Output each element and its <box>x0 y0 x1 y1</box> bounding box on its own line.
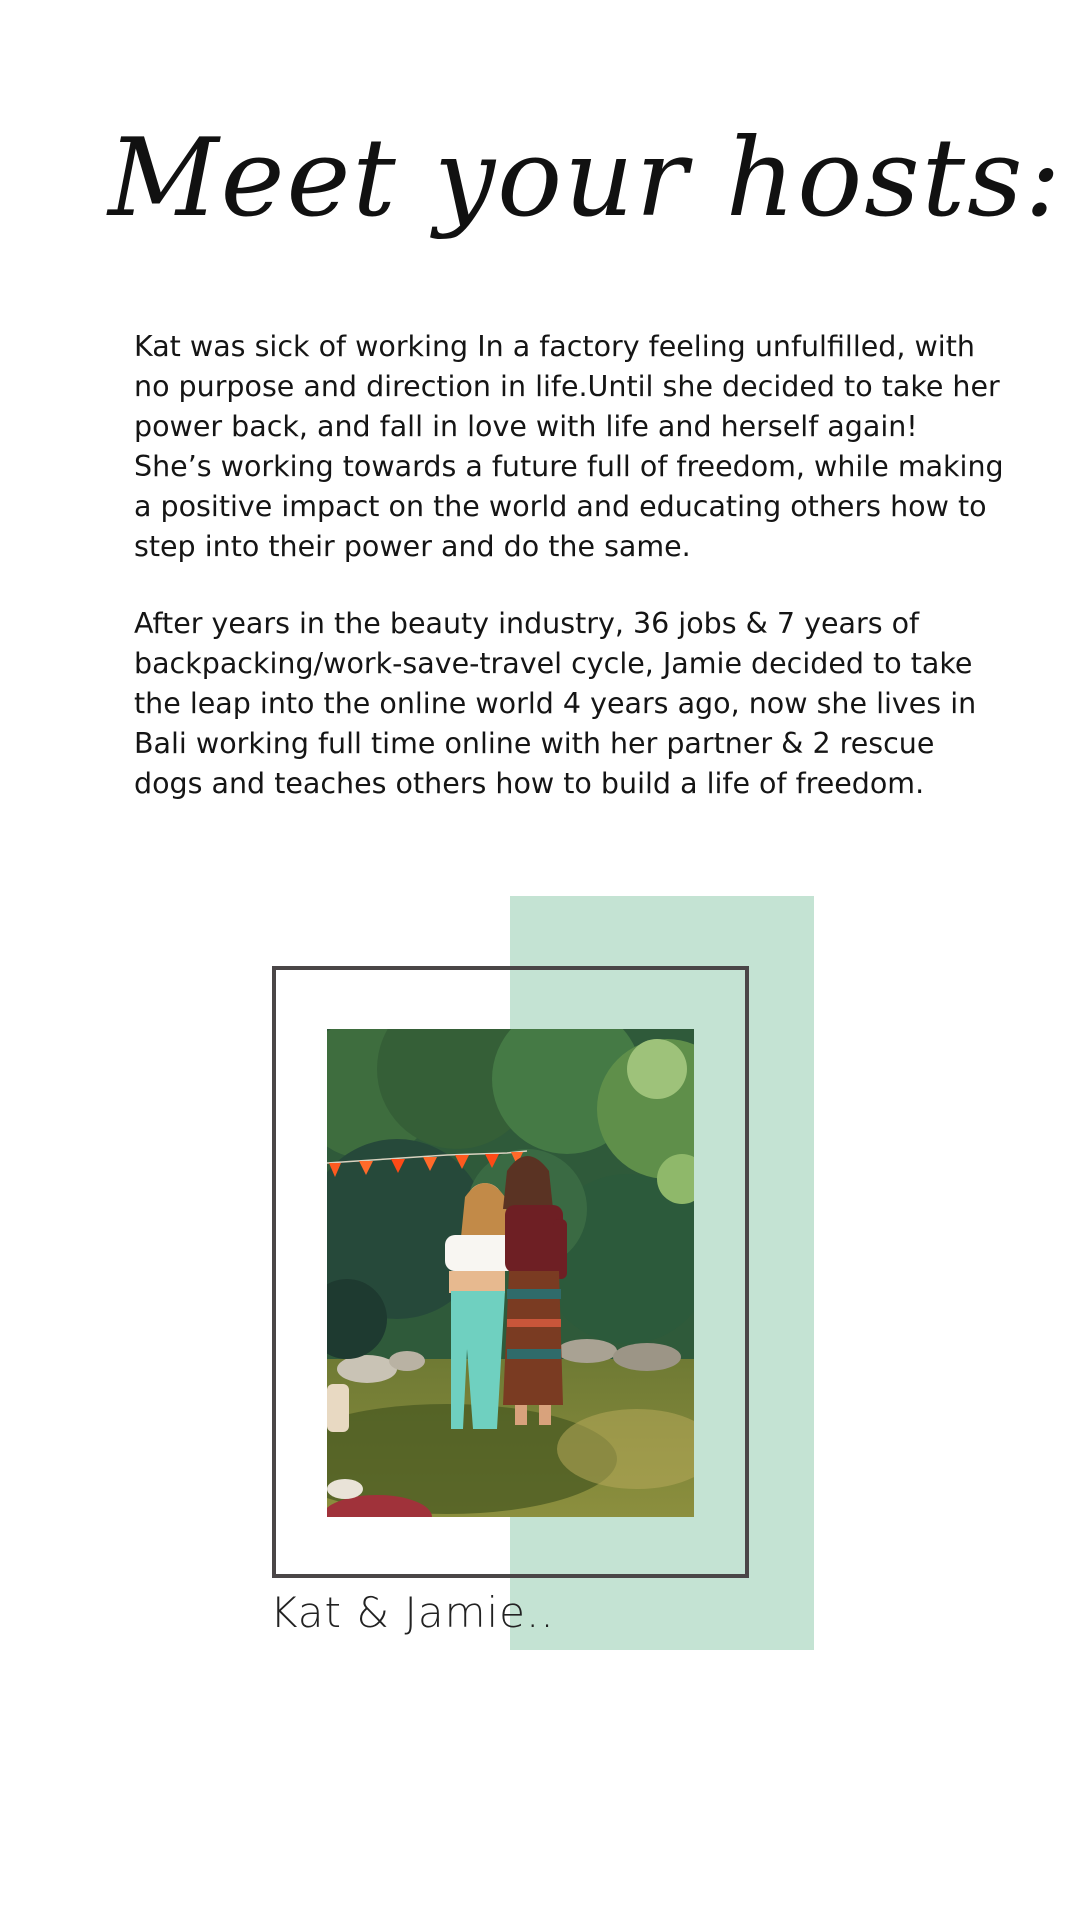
bio-paragraph-kat: Kat was sick of working In a factory feeling unfulfilled, with no purpose and direction in life.Until she decided to take her power back, and fall in love with life and herself again! She’s working towards a future full of freedom, while making a positive impact on the world and educating others how to step into their power and do the same. <box>134 330 1004 563</box>
hosts-caption: Kat & Jamie.. <box>270 1588 555 1637</box>
hosts-photo <box>327 1029 694 1517</box>
bio-paragraph-jamie: After years in the beauty industry, 36 jobs & 7 years of backpacking/work-save-travel cycle, Jamie decided to take the leap into the online world 4 years ago, now she lives in Bali working full time online with her partner & 2 rescue dogs and teaches others how to build a life of freedom. <box>134 607 977 800</box>
page-title: Meet your hosts: <box>108 116 1063 241</box>
hosts-photo-illustration <box>327 1029 694 1517</box>
